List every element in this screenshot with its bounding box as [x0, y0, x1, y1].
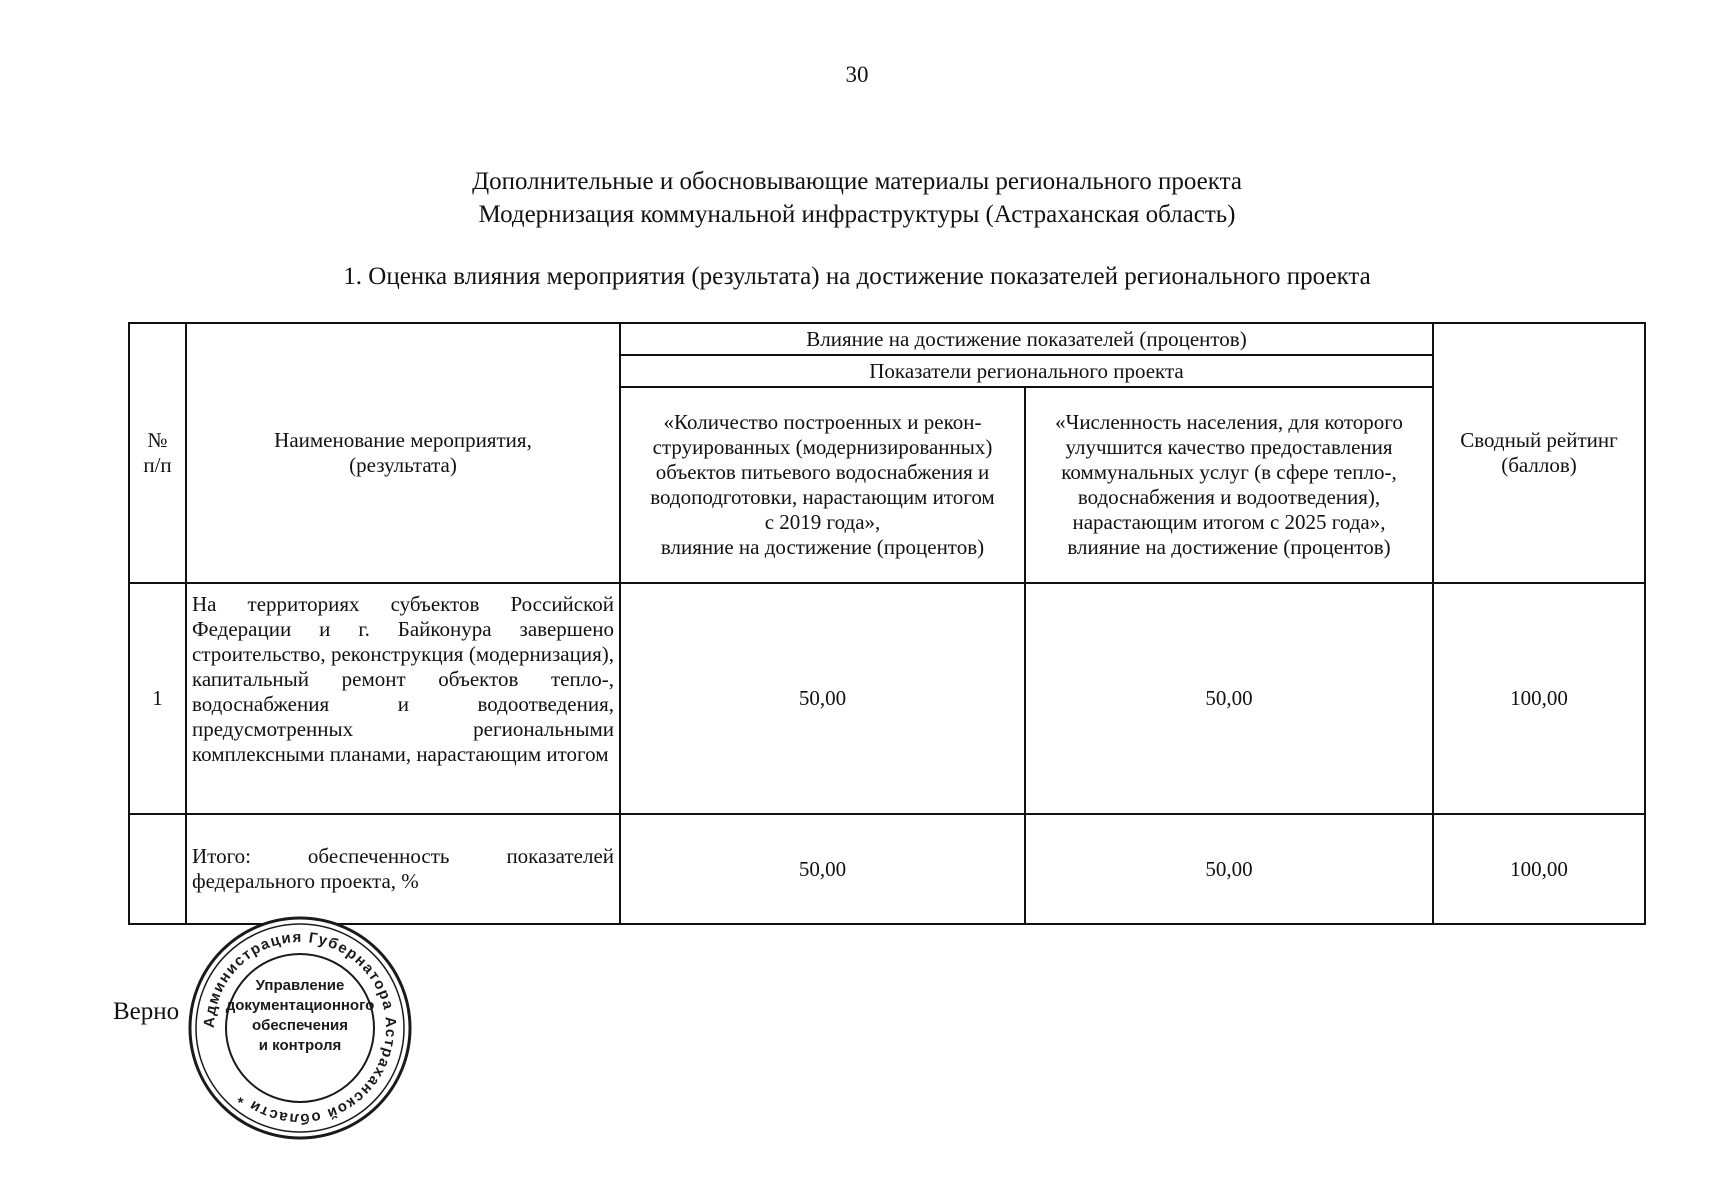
- row-value-2: 50,00: [1025, 583, 1433, 814]
- document-title-line-2: Модернизация коммунальной инфраструктуры (Астраханская область): [478, 201, 1236, 228]
- assessment-table: [128, 322, 1646, 925]
- row-rating: 100,00: [1433, 583, 1645, 814]
- table-row: [129, 583, 1645, 814]
- header-name: Наименование мероприятия, (результата): [186, 323, 620, 583]
- certified-text: Верно: [113, 998, 180, 1025]
- row-name: На территориях субъектов Российской Федерации и г. Байконура завершено строительство, реконструкция (модернизация), капитальный ремонт объектов тепло-, водоснабжения и водоотведения, предусмотренных региональными комплексными планами, нарастающим итогом: [186, 583, 620, 814]
- section-title: 1. Оценка влияния мероприятия (результата) на достижение показателей регионального проекта: [343, 263, 1371, 290]
- row-num: 1: [129, 583, 186, 814]
- page-number: 30: [845, 62, 869, 87]
- header-num: № п/п: [129, 323, 186, 583]
- header-influence: Влияние на достижение показателей (процентов): [620, 323, 1433, 355]
- header-indicator-2: «Численность населения, для которого улучшится качество предоставления коммунальных услуг (в сфере тепло-, водоснабжения и водоотведения), нарастающим итогом с 2025 года», влияние на достижение (процентов): [1025, 387, 1433, 583]
- official-seal: [185, 913, 415, 1143]
- total-num: [129, 814, 186, 924]
- total-name: Итого: обеспеченность показателей федерального проекта, %: [186, 814, 620, 924]
- header-rating: Сводный рейтинг (баллов): [1433, 323, 1645, 583]
- total-row: [129, 814, 1645, 924]
- header-row-1: [129, 323, 1645, 355]
- row-value-1: 50,00: [620, 583, 1025, 814]
- document-title: [0, 165, 1714, 231]
- total-rating: 100,00: [1433, 814, 1645, 924]
- total-value-2: 50,00: [1025, 814, 1433, 924]
- header-indicators: Показатели регионального проекта: [620, 355, 1433, 387]
- document-title-line-1: Дополнительные и обосновывающие материалы регионального проекта: [472, 168, 1242, 195]
- header-indicator-1: «Количество построенных и рекон- струированных (модернизированных) объектов питьевого водоснабжения и водоподготовки, нарастающим итогом с 2019 года», влияние на достижение (процентов): [620, 387, 1025, 583]
- total-value-1: 50,00: [620, 814, 1025, 924]
- seal-center-text: Управление документационного обеспечения и контроля: [225, 977, 375, 1054]
- seal-ring-text: Администрация Губернатора Астраханской области *: [200, 928, 400, 1128]
